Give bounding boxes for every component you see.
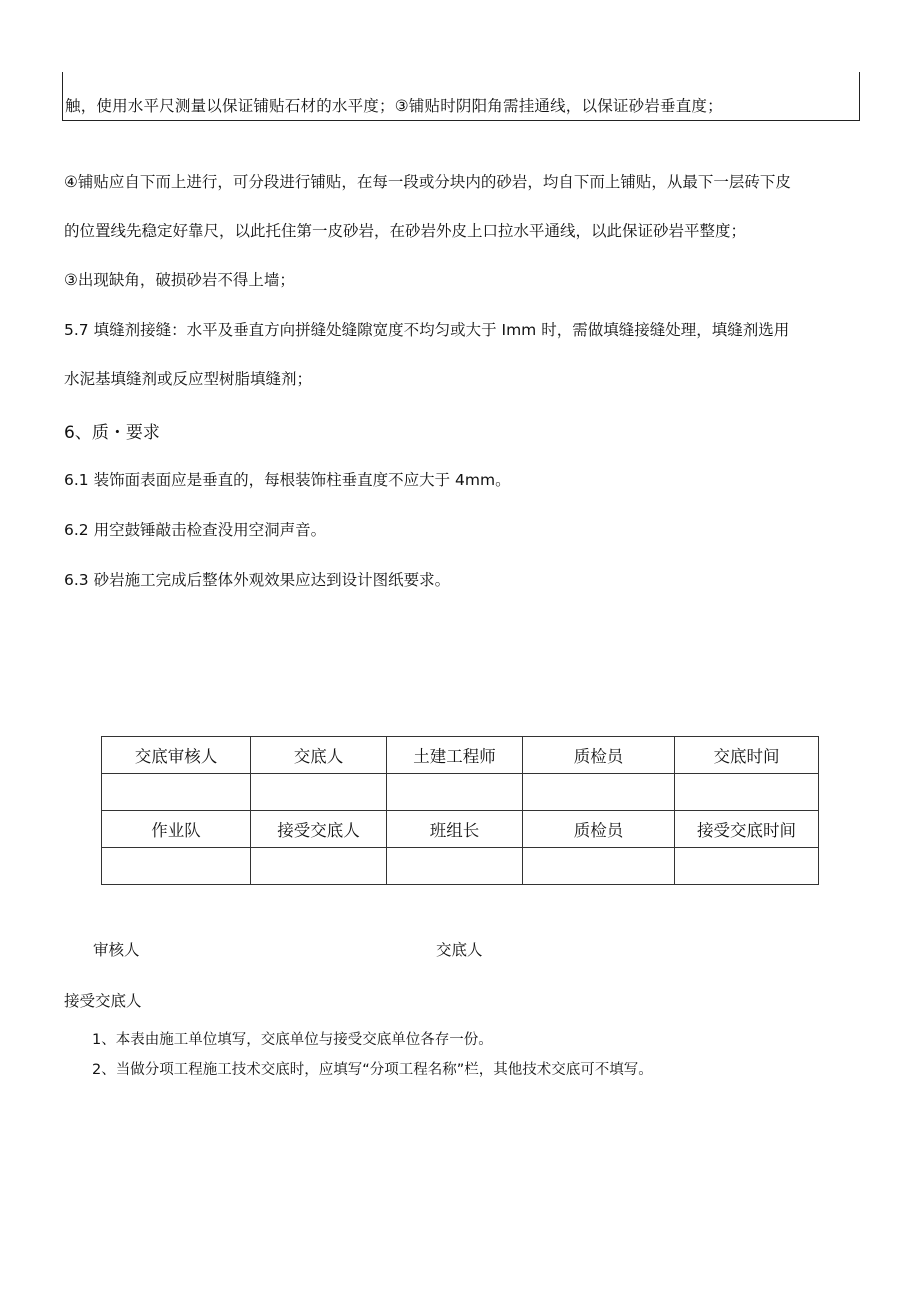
- paragraph-4-line-2: 的位置线先稳定好靠尺，以此托住第一皮砂岩，在砂岩外皮上口拉水平通线，以此保证砂岩平整度；: [64, 222, 747, 240]
- note-2: 2、当做分项工程施工技术交底时，应填写“分项工程名称”栏，其他技术交底可不填写。: [92, 1062, 653, 1078]
- table-row: [102, 774, 819, 811]
- section-5-7-line-2: 水泥基填缝剂或反应型树脂填缝剂；: [64, 370, 313, 388]
- table-header-cell: 质检员: [523, 811, 675, 848]
- continued-text: 触，使用水平尺测量以保证铺贴石材的水平度；③铺贴时阴阳角需挂通线，以保证砂岩垂直度；: [65, 97, 723, 115]
- paragraph-4-line-1: ④铺贴应自下而上进行，可分段进行铺贴，在每一段或分块内的砂岩，均自下而上铺贴，从最下一层砖下皮: [64, 173, 791, 191]
- table-empty-cell: [102, 848, 251, 885]
- table-header-cell: 班组长: [387, 811, 523, 848]
- section-6-2: 6.2 用空鼓锤敲击检查没用空洞声音。: [64, 521, 327, 539]
- table-header-cell: 接受交底人: [251, 811, 387, 848]
- note-1: 1、本表由施工单位填写，交底单位与接受交底单位各存一份。: [92, 1032, 493, 1048]
- table-empty-cell: [387, 774, 523, 811]
- continued-text-box: [62, 72, 860, 121]
- table-header-cell: 质检员: [523, 737, 675, 774]
- paragraph-5: ③出现缺角，破损砂岩不得上墙；: [64, 271, 295, 289]
- handover-sign-table: [101, 736, 819, 885]
- table-row: [102, 737, 819, 774]
- table-header-cell: 交底时间: [675, 737, 819, 774]
- table-header-cell: 土建工程师: [387, 737, 523, 774]
- table-header-cell: 交底审核人: [102, 737, 251, 774]
- table-row: [102, 848, 819, 885]
- table-empty-cell: [387, 848, 523, 885]
- table-empty-cell: [251, 774, 387, 811]
- reviewer-label: 审核人: [93, 941, 140, 959]
- receiver-label: 接受交底人: [64, 992, 142, 1010]
- section-6-heading: 6、质・要求: [64, 423, 160, 443]
- table-empty-cell: [523, 848, 675, 885]
- table-empty-cell: [675, 848, 819, 885]
- table-header-cell: 接受交底时间: [675, 811, 819, 848]
- table-header-cell: 交底人: [251, 737, 387, 774]
- table-header-cell: 作业队: [102, 811, 251, 848]
- table-empty-cell: [251, 848, 387, 885]
- table-empty-cell: [675, 774, 819, 811]
- table-empty-cell: [102, 774, 251, 811]
- table-empty-cell: [523, 774, 675, 811]
- presenter-label: 交底人: [436, 941, 483, 959]
- section-6-1: 6.1 装饰面表面应是垂直的，每根装饰柱垂直度不应大于 4mm。: [64, 471, 511, 489]
- section-5-7-line-1: 5.7 填缝剂接缝：水平及垂直方向拼缝处缝隙宽度不均匀或大于 Imm 时，需做填缝接缝处理，填缝剂选用: [64, 321, 790, 339]
- table-row: [102, 811, 819, 848]
- section-6-3: 6.3 砂岩施工完成后整体外观效果应达到设计图纸要求。: [64, 571, 451, 589]
